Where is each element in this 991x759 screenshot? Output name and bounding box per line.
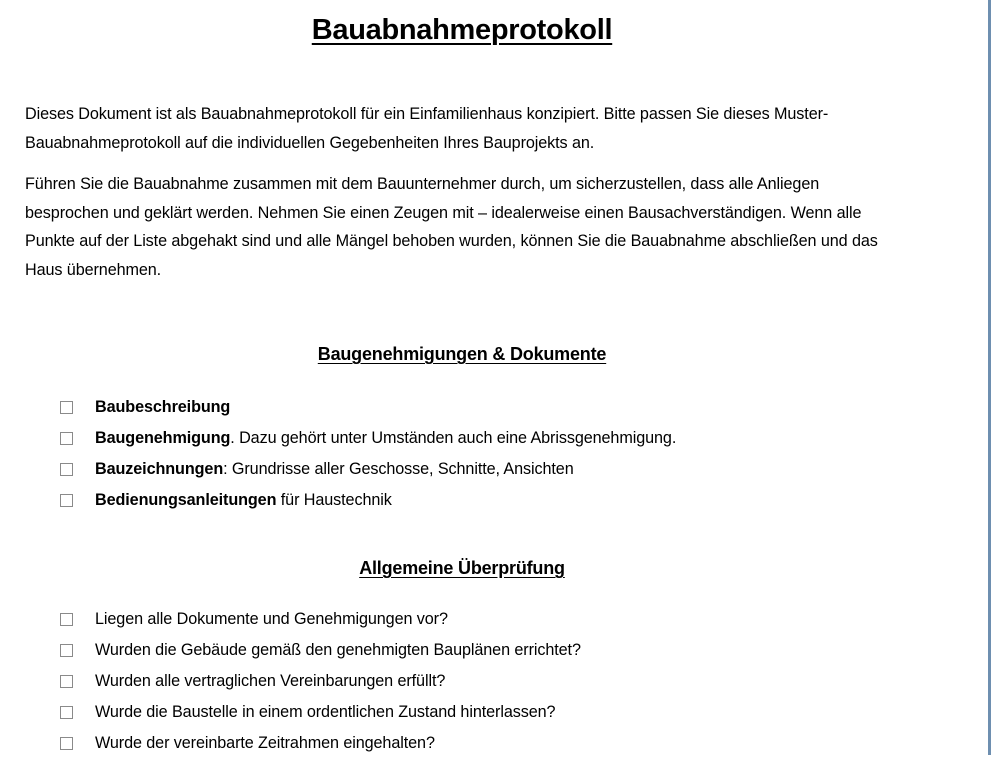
documents-checklist [60,392,676,516]
checklist-item [60,635,581,666]
checkbox[interactable] [60,675,73,688]
checklist-item [60,666,581,697]
item-rest-text: . Dazu gehört unter Umständen auch eine Abrissgenehmigung. [230,429,677,447]
item-bold-text: Baubeschreibung [95,398,231,416]
checklist-item [60,454,676,485]
item-rest-text: für Haustechnik [276,491,392,509]
item-text: Wurden die Gebäude gemäß den genehmigten Bauplänen errichtet? [95,641,581,659]
checkbox[interactable] [60,644,73,657]
checkbox[interactable] [60,613,73,626]
item-text: Liegen alle Dokumente und Genehmigungen vor? [95,610,448,628]
checkbox[interactable] [60,737,73,750]
intro-paragraph-2: Führen Sie die Bauabnahme zusammen mit dem Bauunternehmer durch, um sicherzustellen, dass alle Anliegen besprochen und geklärt werden. Nehmen Sie einen Zeugen mit – idealerweise einen Bausachverständigen. Wenn alle Punkte auf der Liste abgehakt sind und alle Mängel behoben wurden, können Sie die Bauabnahme abschließen und das Haus übernehmen. [25,175,878,279]
checklist-item [60,485,676,516]
item-bold-text: Baugenehmigung [95,429,231,447]
checkbox[interactable] [60,463,73,476]
item-text: Wurde die Baustelle in einem ordentlichen Zustand hinterlassen? [95,703,556,721]
checkbox[interactable] [60,706,73,719]
page-title: Bauabnahmeprotokoll [311,14,613,46]
checkbox[interactable] [60,494,73,507]
item-bold-text: Bauzeichnungen [95,460,224,478]
item-rest-text: : Grundrisse aller Geschosse, Schnitte, Ansichten [223,460,574,478]
item-text [95,460,574,479]
section-heading-general: Allgemeine Überprüfung [359,558,565,578]
section-heading-documents: Baugenehmigungen & Dokumente [317,344,607,364]
checklist-item [60,697,581,728]
intro-paragraph-1: Dieses Dokument ist als Bauabnahmeprotokoll für ein Einfamilienhaus konzipiert. Bitte passen Sie dieses Muster-Bauabnahmeprotokoll auf die individuellen Gegebenheiten Ihres Bauprojekts an. [25,105,829,152]
item-bold-text: Bedienungsanleitungen [95,491,277,509]
checklist-item [60,728,581,759]
item-text [95,429,676,448]
checklist-item [60,392,676,423]
item-text [95,491,392,510]
item-text: Wurde der vereinbarte Zeitrahmen eingehalten? [95,734,435,752]
general-checklist [60,604,581,759]
item-text: Wurden alle vertraglichen Vereinbarungen erfüllt? [95,672,446,690]
checkbox[interactable] [60,432,73,445]
checklist-item [60,604,581,635]
checkbox[interactable] [60,401,73,414]
checklist-item [60,423,676,454]
item-text [95,398,230,417]
